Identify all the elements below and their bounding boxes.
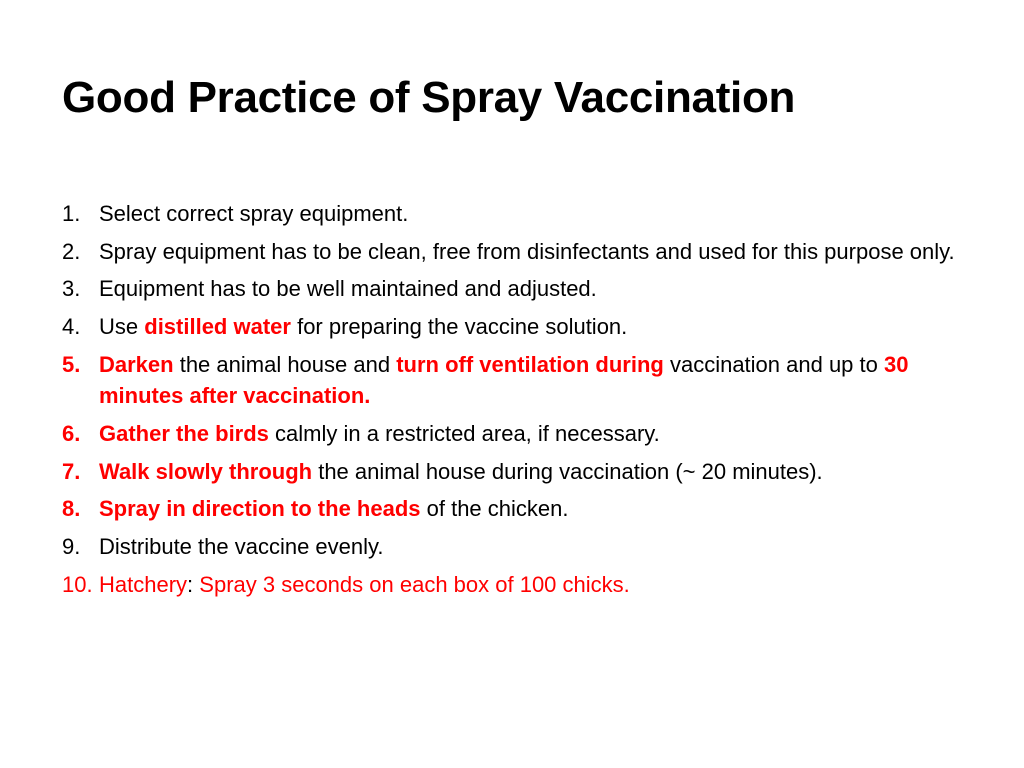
item-number: 8.: [62, 496, 81, 522]
item-number: 2.: [62, 238, 81, 264]
item-number: 7.: [62, 458, 81, 484]
list-item-4: [62, 311, 972, 343]
item-text: Equipment has to be well maintained and adjusted.: [99, 276, 597, 302]
item-number: 1.: [62, 201, 81, 226]
highlight-text: Spray in direction to the heads: [99, 496, 421, 522]
item-text: Select correct spray equipment.: [99, 201, 409, 226]
item-text: the animal house and: [173, 351, 397, 377]
item-text: :: [187, 571, 200, 597]
item-text: calmly in a restricted area, if necessary.: [268, 420, 660, 446]
highlight-text: Darken: [99, 351, 174, 377]
item-text: for preparing the vaccine solution.: [290, 314, 628, 340]
list-item-10: [62, 569, 972, 601]
item-text: the animal house during vaccination (~ 20 minutes).: [312, 458, 823, 484]
list-item-2: [62, 236, 972, 268]
highlight-text: Hatchery: [99, 571, 188, 597]
list-item-1: [62, 198, 972, 230]
list-item-8: [62, 493, 972, 525]
list-item-7: [62, 456, 972, 488]
highlight-text: Walk slowly through: [99, 458, 313, 484]
list-item-5: [62, 349, 972, 412]
highlight-text: Gather the birds: [99, 420, 269, 446]
item-text: of the chicken.: [420, 496, 569, 522]
item-number: 5.: [62, 351, 81, 377]
practice-list: [62, 198, 972, 606]
item-number: 9.: [62, 534, 81, 559]
item-number: 3.: [62, 276, 81, 302]
highlight-text: turn off ventilation during: [396, 351, 664, 377]
highlight-text: distilled water: [144, 314, 291, 340]
item-text: Use: [99, 314, 145, 340]
item-number: 4.: [62, 314, 81, 340]
item-number: 10.: [62, 571, 93, 597]
item-text: vaccination and up to: [663, 351, 884, 377]
slide-title: Good Practice of Spray Vaccination: [62, 73, 796, 122]
highlight-text: Spray 3 seconds on each box of 100 chicks.: [199, 571, 630, 597]
item-number: 6.: [62, 420, 81, 446]
list-item-6: [62, 418, 972, 450]
item-text: Distribute the vaccine evenly.: [99, 534, 384, 559]
highlight-text: 30 minutes after vaccination.: [99, 351, 909, 409]
item-text: Spray equipment has to be clean, free from disinfectants and used for this purpose only.: [99, 238, 955, 264]
list-item-3: [62, 273, 972, 305]
list-item-9: [62, 531, 972, 563]
